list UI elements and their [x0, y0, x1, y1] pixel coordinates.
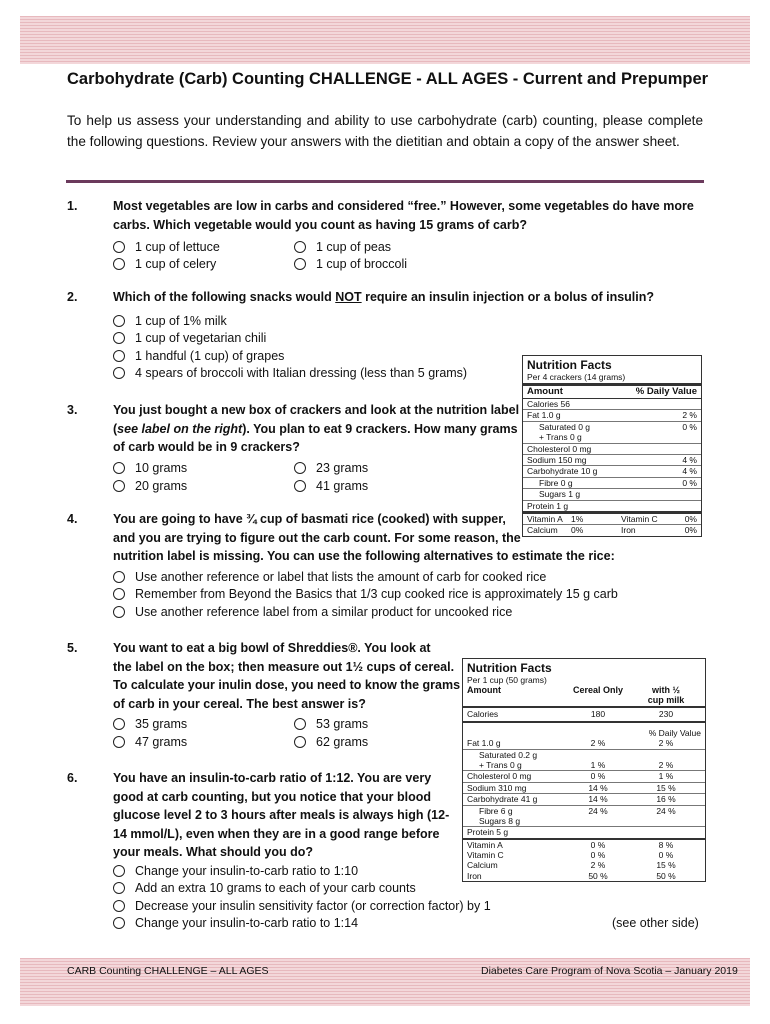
- radio-circle-icon[interactable]: [113, 606, 125, 618]
- label-row: Fibre 6 g 24 % 24 %: [479, 805, 676, 816]
- question-5-option[interactable]: 62 grams: [294, 735, 368, 749]
- label-row: Sodium 310 mg 14 % 15 %: [463, 783, 705, 794]
- question-2-number: 2.: [67, 290, 78, 304]
- label-row: Fibre 0 g 0 %: [523, 478, 701, 489]
- question-6-text: You have an insulin-to-carb ratio of 1:12. You are very good at carb counting, but you notice that your blood glucose level 2 to 3 hours after meals is always high (12- 14 mmol/L), even when they are in a good range before your meals. What should you do?: [113, 771, 450, 859]
- label-vitamin-row: Vitamin A 0 % 8 %: [467, 839, 674, 850]
- page-title: Carbohydrate (Carb) Counting CHALLENGE - ALL AGES - Current and Prepumper: [67, 70, 709, 88]
- label-row: Sodium 150 mg 4 %: [523, 455, 701, 466]
- label-row: Saturated 0 g 0 %: [539, 421, 697, 432]
- question-6-number: 6.: [67, 771, 78, 785]
- label-row: Cholesterol 0 mg: [523, 444, 701, 455]
- question-3-option[interactable]: 41 grams: [294, 479, 368, 493]
- radio-circle-icon[interactable]: [113, 332, 125, 344]
- question-1-option[interactable]: 1 cup of lettuce: [113, 240, 220, 254]
- label-row: Protein 5 g: [463, 827, 705, 839]
- label-dv-row: % Daily Value: [648, 727, 701, 738]
- nutrition-label-crackers: [522, 355, 702, 537]
- radio-circle-icon[interactable]: [113, 718, 125, 730]
- question-4-option[interactable]: Use another reference or label that lists the amount of carb for cooked rice: [113, 570, 546, 584]
- intro-paragraph: To help us assess your understanding and ability to use carbohydrate (carb) counting, please complete the following questions. Review your answers with the dietitian and obtain a copy of the answer sheet.: [67, 113, 703, 149]
- question-4-option[interactable]: Use another reference label from a similar product for uncooked rice: [113, 605, 512, 619]
- header-band: [20, 16, 750, 64]
- question-5-option[interactable]: 35 grams: [113, 717, 187, 731]
- label-row: Sugars 1 g: [523, 489, 701, 500]
- question-4-option[interactable]: Remember from Beyond the Basics that 1/3 cup cooked rice is approximately 15 g carb: [113, 587, 618, 601]
- radio-circle-icon[interactable]: [113, 736, 125, 748]
- label-serving: Per 1 cup (50 grams): [467, 675, 547, 685]
- question-5-text: You want to eat a big bowl of Shreddies®. You look at the label on the box; then measure out 1½ cups of cereal. To calculate your inulin dose, you need to know the grams of carb in your cereal. The best answer is?: [113, 641, 461, 711]
- question-2-option[interactable]: 4 spears of broccoli with Italian dressing (less than 5 grams): [113, 366, 467, 380]
- see-other-side: (see other side): [612, 916, 699, 930]
- question-2-option[interactable]: 1 cup of vegetarian chili: [113, 331, 266, 345]
- question-5-option[interactable]: 53 grams: [294, 717, 368, 731]
- question-1-line: carbs. Which vegetable would you count as having 15 grams of carb?: [113, 217, 527, 232]
- question-3-option[interactable]: 23 grams: [294, 461, 368, 475]
- question-6-option[interactable]: Decrease your insulin sensitivity factor (or correction factor) by 1: [113, 899, 491, 913]
- label-row: Carbohydrate 10 g 4 %: [523, 466, 701, 477]
- label-row: Carbohydrate 41 g 14 % 16 %: [463, 794, 705, 805]
- radio-circle-icon[interactable]: [113, 315, 125, 327]
- radio-circle-icon[interactable]: [113, 241, 125, 253]
- label-row: Calories 56: [523, 399, 701, 410]
- question-1-option[interactable]: 1 cup of peas: [294, 240, 391, 254]
- label-vitamin-row: Calcium 2 % 15 %: [467, 860, 676, 871]
- radio-circle-icon[interactable]: [113, 588, 125, 600]
- question-4-number: 4.: [67, 512, 78, 526]
- label-row: Saturated 0.2 g: [479, 749, 538, 760]
- question-1-option[interactable]: 1 cup of broccoli: [294, 257, 407, 271]
- radio-circle-icon[interactable]: [294, 462, 306, 474]
- label-vitamin-row: Vitamin A 1% Vitamin C 0%: [523, 514, 701, 525]
- radio-circle-icon[interactable]: [113, 882, 125, 894]
- radio-circle-icon[interactable]: [113, 480, 125, 492]
- radio-circle-icon[interactable]: [294, 241, 306, 253]
- label-row: Sugars 8 g: [463, 816, 705, 827]
- question-3-option[interactable]: 10 grams: [113, 461, 187, 475]
- label-row: Cholesterol 0 mg 0 % 1 %: [463, 771, 705, 782]
- radio-circle-icon[interactable]: [294, 718, 306, 730]
- radio-circle-icon[interactable]: [113, 462, 125, 474]
- question-4-text: You are going to have ¾ cup of basmati rice (cooked) with supper, and you are trying to figure out the carb count. For some reason, the nutrition label is missing. You can use the following alternatives to estimate the rice:: [113, 512, 615, 563]
- radio-circle-icon[interactable]: [113, 917, 125, 929]
- radio-circle-icon[interactable]: [113, 571, 125, 583]
- label-vitamin-row: Vitamin C 0 % 0 %: [467, 850, 674, 861]
- label-header-row: Amount Cereal Only with ½: [467, 685, 680, 695]
- question-3-option[interactable]: 20 grams: [113, 479, 187, 493]
- radio-circle-icon[interactable]: [113, 367, 125, 379]
- question-2-text: Which of the following snacks would NOT require an insulin injection or a bolus of insulin?: [113, 290, 655, 304]
- label-header-row: Amount % Daily Value: [523, 386, 701, 399]
- label-row: Protein 1 g: [523, 501, 701, 514]
- label-row: Fat 1.0 g 2 % 2 %: [463, 738, 705, 749]
- radio-circle-icon[interactable]: [294, 480, 306, 492]
- radio-circle-icon[interactable]: [113, 900, 125, 912]
- label-serving: Per 4 crackers (14 grams): [523, 372, 701, 386]
- label-calories-row: Calories 180 230: [463, 708, 705, 723]
- footer-right: Diabetes Care Program of Nova Scotia – January 2019: [481, 965, 738, 977]
- label-vitamin-row: Calcium 0% Iron 0%: [527, 525, 697, 536]
- question-3-number: 3.: [67, 403, 78, 417]
- radio-circle-icon[interactable]: [113, 865, 125, 877]
- footer-left: CARB Counting CHALLENGE – ALL AGES: [67, 965, 269, 977]
- divider: [66, 180, 704, 183]
- label-header-row: cup milk: [463, 695, 705, 707]
- question-1-option[interactable]: 1 cup of celery: [113, 257, 216, 271]
- radio-circle-icon[interactable]: [113, 350, 125, 362]
- label-row: Fat 1.0 g 2 %: [523, 410, 701, 421]
- nutrition-label-cereal: [462, 658, 706, 882]
- question-2-option[interactable]: 1 handful (1 cup) of grapes: [113, 349, 284, 363]
- label-title: Nutrition Facts: [527, 358, 612, 372]
- question-1-number: 1.: [67, 199, 78, 213]
- question-3-text: You just bought a new box of crackers and look at the nutrition label (see label on the right). You plan to eat 9 crackers. How many grams of carb would be in 9 crackers?: [113, 403, 520, 454]
- label-title: Nutrition Facts: [467, 661, 552, 675]
- question-6-option[interactable]: Add an extra 10 grams to each of your carb counts: [113, 881, 416, 895]
- question-6-option[interactable]: Change your insulin-to-carb ratio to 1:10: [113, 864, 358, 878]
- label-vitamin-row: Iron 50 % 50 %: [467, 870, 676, 881]
- radio-circle-icon[interactable]: [294, 258, 306, 270]
- question-5-number: 5.: [67, 641, 78, 655]
- question-6-option[interactable]: Change your insulin-to-carb ratio to 1:14: [113, 916, 358, 930]
- question-1-text: [113, 197, 694, 234]
- label-row: + Trans 0 g 1 % 2 %: [463, 760, 705, 771]
- label-row: + Trans 0 g: [523, 432, 701, 443]
- radio-circle-icon[interactable]: [113, 258, 125, 270]
- question-2-option[interactable]: 1 cup of 1% milk: [113, 314, 227, 328]
- question-5-option[interactable]: 47 grams: [113, 735, 187, 749]
- question-1-line: Most vegetables are low in carbs and considered “free.” However, some vegetables do have more: [113, 199, 694, 213]
- radio-circle-icon[interactable]: [294, 736, 306, 748]
